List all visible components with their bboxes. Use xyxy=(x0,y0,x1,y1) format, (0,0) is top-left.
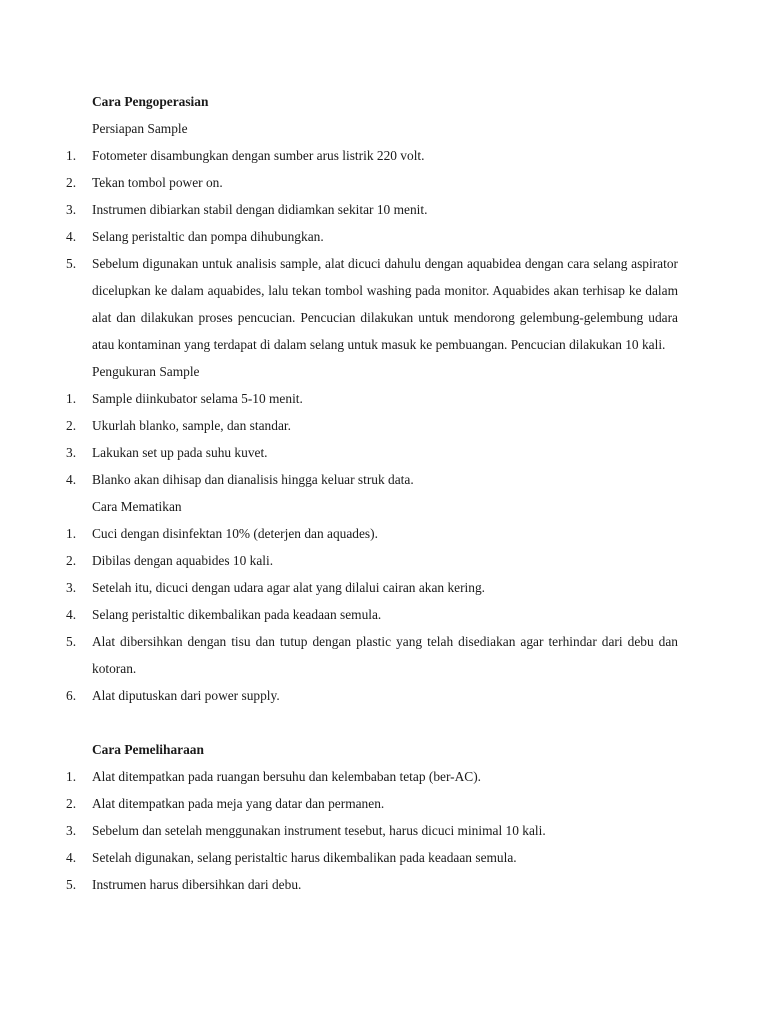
list-number: 1. xyxy=(66,769,77,784)
list-text: Ukurlah blanko, sample, dan standar. xyxy=(92,418,291,433)
prep-subtitle: Persiapan Sample xyxy=(92,121,188,136)
list-item xyxy=(66,628,678,682)
maintenance-title: Cara Pemeliharaan xyxy=(92,742,204,757)
list-text: Fotometer disambungkan dengan sumber arus listrik 220 volt. xyxy=(92,148,425,163)
list-number: 2. xyxy=(66,553,77,568)
list-item xyxy=(66,790,678,817)
list-text: Lakukan set up pada suhu kuvet. xyxy=(92,445,268,460)
list-number: 4. xyxy=(66,229,77,244)
shutdown-list xyxy=(0,520,768,709)
list-number: 1. xyxy=(66,391,77,406)
measure-list xyxy=(0,385,768,493)
list-number: 4. xyxy=(66,850,77,865)
list-text: Sample diinkubator selama 5-10 menit. xyxy=(92,391,303,406)
list-number: 5. xyxy=(66,256,77,271)
list-text: Dibilas dengan aquabides 10 kali. xyxy=(92,553,274,568)
list-text: Instrumen harus dibersihkan dari debu. xyxy=(92,877,302,892)
list-number: 3. xyxy=(66,580,77,595)
list-item xyxy=(66,439,678,466)
list-item xyxy=(66,169,678,196)
list-item xyxy=(66,574,678,601)
list-item xyxy=(66,844,678,871)
list-number: 5. xyxy=(66,877,77,892)
list-number: 4. xyxy=(66,472,77,487)
list-item xyxy=(66,196,678,223)
list-text: Alat ditempatkan pada ruangan bersuhu dan kelembaban tetap (ber-AC). xyxy=(92,769,482,784)
list-item xyxy=(66,142,678,169)
list-text: Instrumen dibiarkan stabil dengan didiamkan sekitar 10 menit. xyxy=(92,202,428,217)
list-item xyxy=(66,385,678,412)
list-text: Setelah itu, dicuci dengan udara agar alat yang dilalui cairan akan kering. xyxy=(92,580,485,595)
list-number: 6. xyxy=(66,688,77,703)
list-text: Cuci dengan disinfektan 10% (deterjen dan aquades). xyxy=(92,526,378,541)
list-text: Sebelum digunakan untuk analisis sample, alat dicuci dahulu dengan aquabidea dengan cara selang aspirator dicelupkan ke dalam aquabides, lalu tekan tombol washing pada monitor. Aquabides akan terhisap ke dalam alat dan dilakukan proses pencucian. Pencucian dilakukan untuk mendorong gelembung-gelembung udara atau kontaminan yang terdapat di dalam selang untuk masuk ke pembuangan. Pencucian dilakukan 10 kali. xyxy=(92,256,678,352)
list-item xyxy=(66,223,678,250)
document-page xyxy=(0,88,768,898)
list-item xyxy=(66,520,678,547)
list-number: 1. xyxy=(66,148,77,163)
list-item xyxy=(66,466,678,493)
list-text: Alat dibersihkan dengan tisu dan tutup dengan plastic yang telah disediakan agar terhindar dari debu dan kotoran. xyxy=(92,634,678,676)
prep-list xyxy=(0,142,768,358)
list-text: Selang peristaltic dikembalikan pada keadaan semula. xyxy=(92,607,382,622)
maintenance-list xyxy=(0,763,768,898)
list-number: 2. xyxy=(66,796,77,811)
list-number: 3. xyxy=(66,445,77,460)
list-number: 4. xyxy=(66,607,77,622)
list-item xyxy=(66,817,678,844)
list-text: Blanko akan dihisap dan dianalisis hingga keluar struk data. xyxy=(92,472,414,487)
list-number: 5. xyxy=(66,634,77,649)
section-gap xyxy=(0,709,768,736)
list-text: Alat ditempatkan pada meja yang datar dan permanen. xyxy=(92,796,385,811)
list-text: Tekan tombol power on. xyxy=(92,175,223,190)
measure-subtitle: Pengukuran Sample xyxy=(92,364,200,379)
list-item xyxy=(66,250,678,358)
list-number: 1. xyxy=(66,526,77,541)
list-text: Selang peristaltic dan pompa dihubungkan. xyxy=(92,229,324,244)
list-number: 3. xyxy=(66,202,77,217)
list-text: Setelah digunakan, selang peristaltic harus dikembalikan pada keadaan semula. xyxy=(92,850,517,865)
list-number: 2. xyxy=(66,418,77,433)
list-item xyxy=(66,871,678,898)
list-item xyxy=(66,601,678,628)
list-text: Sebelum dan setelah menggunakan instrument tesebut, harus dicuci minimal 10 kali. xyxy=(92,823,546,838)
operation-title: Cara Pengoperasian xyxy=(92,94,209,109)
list-item xyxy=(66,763,678,790)
list-text: Alat diputuskan dari power supply. xyxy=(92,688,280,703)
list-item xyxy=(66,547,678,574)
shutdown-subtitle: Cara Mematikan xyxy=(92,499,182,514)
list-number: 2. xyxy=(66,175,77,190)
list-item xyxy=(66,682,678,709)
list-item xyxy=(66,412,678,439)
list-number: 3. xyxy=(66,823,77,838)
